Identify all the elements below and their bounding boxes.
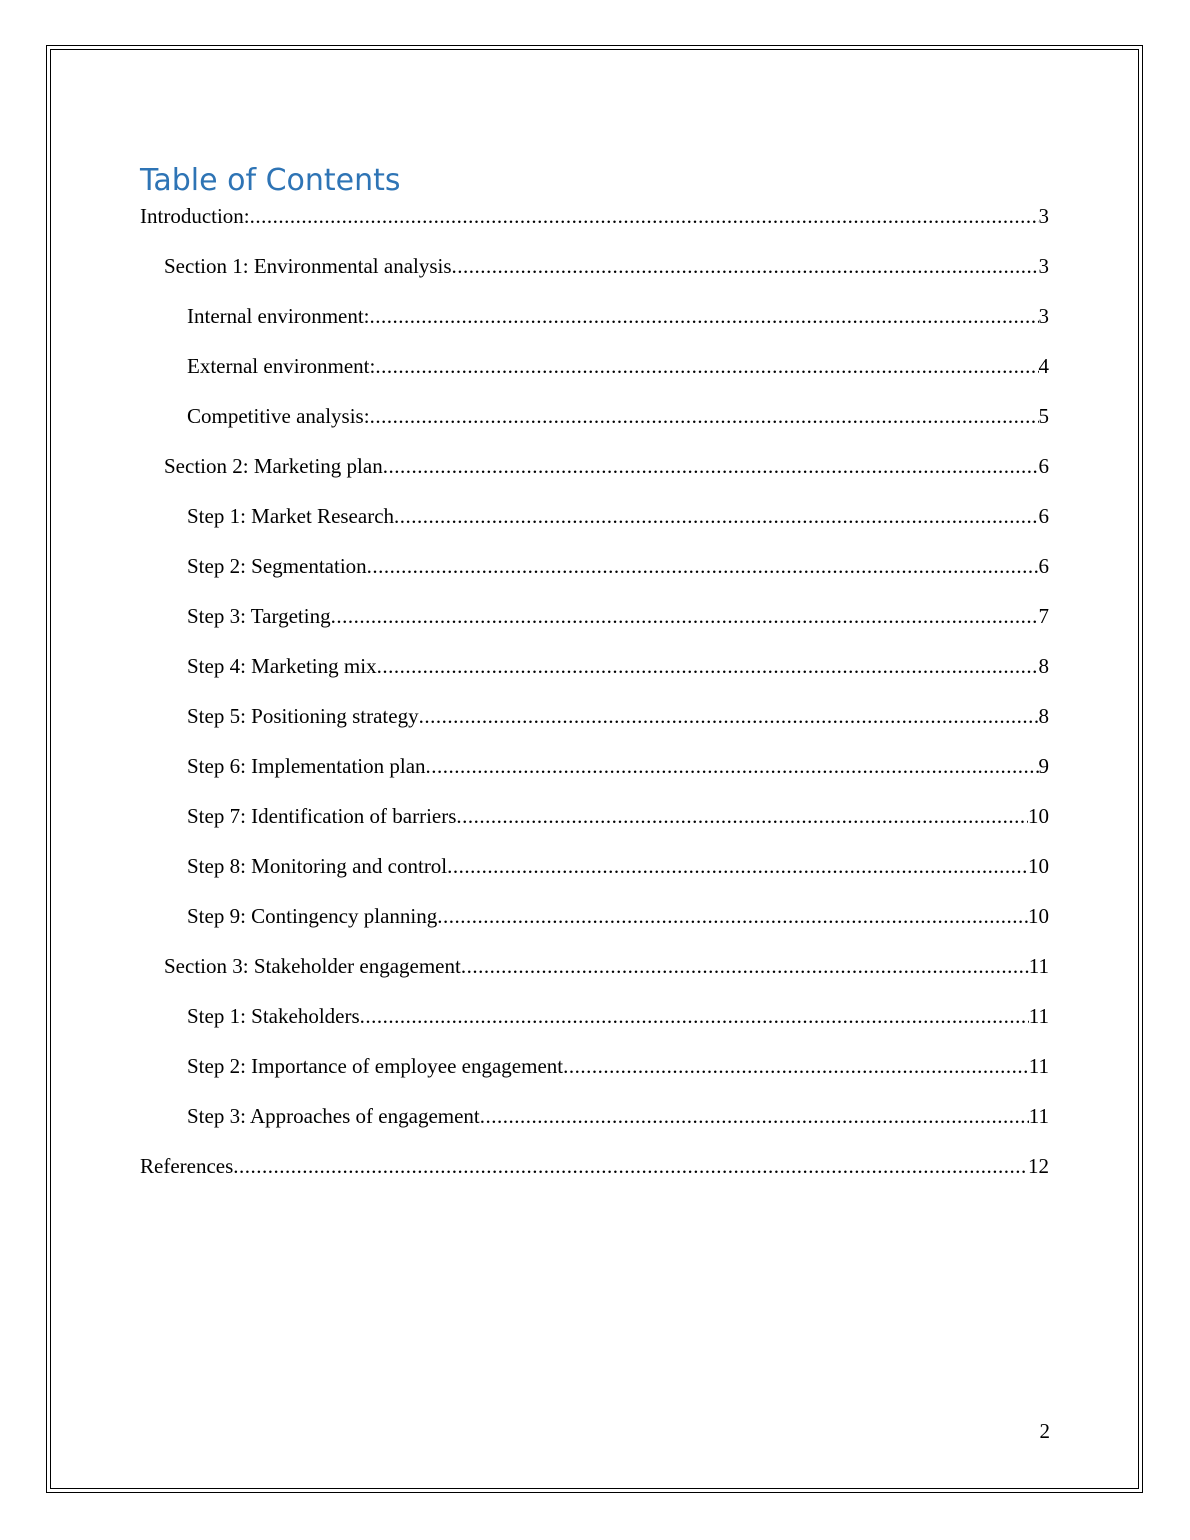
toc-entry[interactable] (140, 401, 1049, 451)
toc-entry-label: Competitive analysis: (187, 401, 370, 431)
toc-title: Table of Contents (140, 163, 401, 198)
toc-entry-label: Internal environment: (187, 301, 370, 331)
toc-dot-leader (419, 701, 1039, 731)
toc-dot-leader (360, 1001, 1029, 1031)
toc-entry[interactable] (140, 201, 1049, 251)
toc-dot-leader (461, 951, 1029, 981)
toc-entry[interactable] (140, 1051, 1049, 1101)
toc-entry-line (187, 1101, 1049, 1131)
toc-entry-label: Step 2: Importance of employee engagement (187, 1051, 563, 1081)
toc-entry-line (164, 251, 1049, 281)
toc-entry-label: Step 2: Segmentation (187, 551, 367, 581)
toc-entry[interactable] (140, 251, 1049, 301)
toc-dot-leader (370, 301, 1039, 331)
toc-entry[interactable] (140, 801, 1049, 851)
toc-entry-line (187, 1001, 1049, 1031)
toc-dot-leader (456, 801, 1028, 831)
toc-entry-line (187, 601, 1049, 631)
toc-entry-label: Step 3: Targeting (187, 601, 331, 631)
toc-entry[interactable] (140, 501, 1049, 551)
toc-entry-page: 7 (1039, 601, 1050, 631)
toc-entry-line (187, 851, 1049, 881)
toc-entry-page: 11 (1029, 1001, 1049, 1031)
toc-entry-line (187, 401, 1049, 431)
toc-entry-line (187, 701, 1049, 731)
toc-entry-page: 9 (1039, 751, 1050, 781)
toc-entry[interactable] (140, 701, 1049, 751)
toc-entry[interactable] (140, 1001, 1049, 1051)
toc-entry-page: 6 (1039, 551, 1050, 581)
page-number: 2 (1039, 1419, 1050, 1443)
toc-entry[interactable] (140, 651, 1049, 701)
toc-entry-label: Section 1: Environmental analysis (164, 251, 452, 281)
toc-entry-page: 11 (1029, 951, 1049, 981)
toc-entry-label: Section 2: Marketing plan (164, 451, 383, 481)
toc-entry-label: Step 9: Contingency planning (187, 901, 437, 931)
toc-entry[interactable] (140, 551, 1049, 601)
toc-dot-leader (250, 201, 1039, 231)
toc-entry[interactable] (140, 1101, 1049, 1151)
toc-entry-label: Step 8: Monitoring and control (187, 851, 447, 881)
toc-dot-leader (377, 651, 1039, 681)
toc-entry-line (187, 501, 1049, 531)
toc-dot-leader (394, 501, 1038, 531)
toc-dot-leader (437, 901, 1028, 931)
toc-entry-page: 4 (1039, 351, 1050, 381)
toc-entry-line (187, 651, 1049, 681)
toc-entry-page: 10 (1028, 901, 1049, 931)
toc-entry-page: 6 (1039, 451, 1050, 481)
toc-entry-line (187, 1051, 1049, 1081)
toc-dot-leader (375, 351, 1038, 381)
toc-entry-label: Step 5: Positioning strategy (187, 701, 419, 731)
toc-entry-page: 3 (1039, 201, 1050, 231)
toc-entry-page: 3 (1039, 251, 1050, 281)
toc-entry-page: 10 (1028, 801, 1049, 831)
toc-entry-page: 8 (1039, 701, 1050, 731)
toc-dot-leader (370, 401, 1039, 431)
toc-entry-line (164, 451, 1049, 481)
toc-dot-leader (331, 601, 1039, 631)
toc-entry-page: 8 (1039, 651, 1050, 681)
toc-entry-label: Step 1: Market Research (187, 501, 394, 531)
toc-entry[interactable] (140, 301, 1049, 351)
toc-entry-page: 10 (1028, 851, 1049, 881)
toc-dot-leader (563, 1051, 1029, 1081)
toc-list (140, 201, 1049, 1201)
toc-entry[interactable] (140, 451, 1049, 501)
toc-entry-line (187, 351, 1049, 381)
toc-entry[interactable] (140, 351, 1049, 401)
toc-entry-label: Step 7: Identification of barriers (187, 801, 456, 831)
toc-entry[interactable] (140, 1151, 1049, 1201)
toc-entry-page: 11 (1029, 1051, 1049, 1081)
toc-entry-line (187, 301, 1049, 331)
toc-dot-leader (452, 251, 1039, 281)
toc-dot-leader (426, 751, 1039, 781)
toc-entry-page: 6 (1039, 501, 1050, 531)
toc-dot-leader (383, 451, 1039, 481)
toc-entry-line (187, 751, 1049, 781)
toc-entry[interactable] (140, 851, 1049, 901)
toc-entry-line (187, 551, 1049, 581)
toc-entry-label: Step 6: Implementation plan (187, 751, 426, 781)
toc-entry-line (140, 1151, 1049, 1181)
toc-entry-page: 5 (1039, 401, 1050, 431)
toc-entry-line (187, 901, 1049, 931)
toc-entry-page: 11 (1029, 1101, 1049, 1131)
toc-entry[interactable] (140, 901, 1049, 951)
toc-entry-page: 12 (1028, 1151, 1049, 1181)
toc-entry-line (140, 201, 1049, 231)
toc-entry-line (164, 951, 1049, 981)
toc-entry[interactable] (140, 951, 1049, 1001)
toc-entry[interactable] (140, 601, 1049, 651)
toc-entry-label: Section 3: Stakeholder engagement (164, 951, 461, 981)
toc-entry-label: Step 3: Approaches of engagement (187, 1101, 480, 1131)
toc-dot-leader (233, 1151, 1028, 1181)
toc-entry-label: Introduction: (140, 201, 250, 231)
toc-dot-leader (447, 851, 1028, 881)
toc-entry-page: 3 (1039, 301, 1050, 331)
toc-entry-label: External environment: (187, 351, 375, 381)
toc-entry-label: Step 4: Marketing mix (187, 651, 377, 681)
toc-entry[interactable] (140, 751, 1049, 801)
toc-dot-leader (367, 551, 1039, 581)
toc-entry-label: Step 1: Stakeholders (187, 1001, 360, 1031)
toc-dot-leader (480, 1101, 1029, 1131)
toc-entry-line (187, 801, 1049, 831)
toc-entry-label: References (140, 1151, 233, 1181)
